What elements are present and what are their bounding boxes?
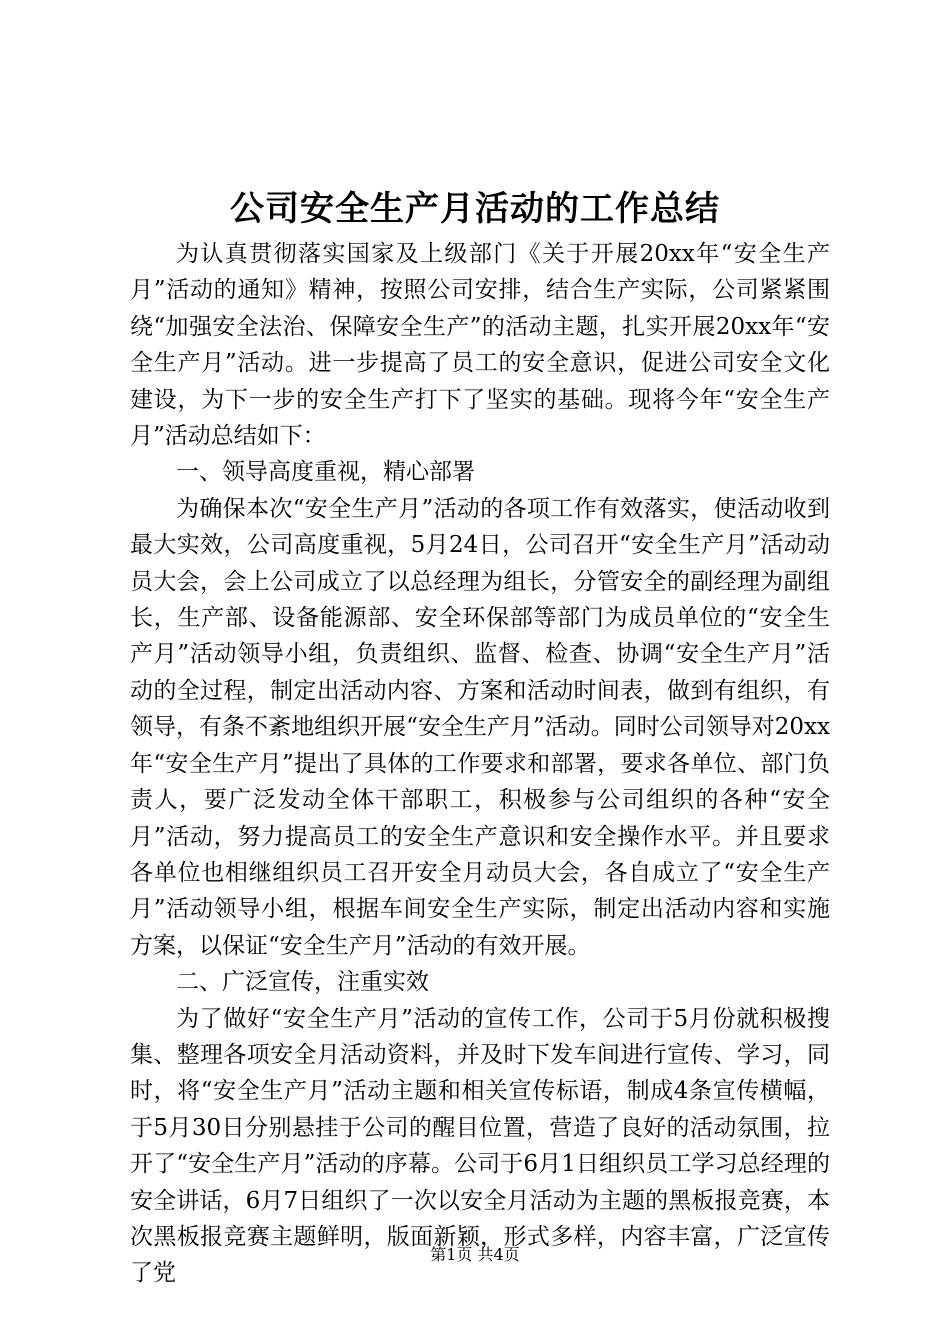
section-1-paragraph: 为确保本次“安全生产月”活动的各项工作有效落实，使活动收到最大实效，公司高度重视，5月24日，公司召开“安全生产月”活动动员大会，会上公司成立了以总经理为组长，分管安全的副经理为副组长，生产部、设备能源部、安全环保部等部门为成员单位的“安全生产月”活动领导小组，负责组织、监督、检查、协调“安全生产月”活动的全过程，制定出活动内容、方案和活动时间表，做到有组织，有领导，有条不紊地组织开展“安全生产月”活动。同时公司领导对20xx年“安全生产月”提出了具体的工作要求和部署，要求各单位、部门负责人，要广泛发动全体干部职工，积极参与公司组织的各种“安全月”活动，努力提高员工的安全生产意识和安全操作水平。并且要求各单位也相继组织员工召开安全月动员大会，各自成立了“安全生产月”活动领导小组，根据车间安全生产实际，制定出活动内容和实施方案，以保证“安全生产月”活动的有效开展。 bbox=[130, 495, 830, 959]
section-heading-2: 二、广泛宣传，注重实效 bbox=[176, 969, 429, 996]
section-heading-1: 一、领导高度重视，精心部署 bbox=[176, 459, 475, 486]
intro-paragraph: 为认真贯彻落实国家及上级部门《关于开展20xx年“安全生产月”活动的通知》精神，按照公司安排，结合生产实际，公司紧紧围绕“加强安全法治、保障安全生产”的活动主题，扎实开展20xx年“安全生产月”活动。进一步提高了员工的安全意识，促进公司安全文化建设，为下一步的安全生产打下了坚实的基础。现将今年“安全生产月”活动总结如下： bbox=[130, 241, 830, 450]
page-number-footer: 第1页 共4页 bbox=[430, 1245, 520, 1264]
section-2-paragraph: 为了做好“安全生产月”活动的宣传工作，公司于5月份就积极搜集、整理各项安全月活动资料，并及时下发车间进行宣传、学习，同时，将“安全生产月”活动主题和相关宣传标语，制成4条宣传横幅，于5月30日分别悬挂于公司的醒目位置，营造了良好的活动氛围，拉开了“安全生产月”活动的序幕。公司于6月1日组织员工学习总经理的安全讲话，6月7日组织了一次以安全月活动为主题的黑板报竞赛，本次黑板报竞赛主题鲜明，版面新颖，形式多样，内容丰富，广泛宣传了党 bbox=[130, 1005, 830, 1287]
document-body bbox=[130, 236, 830, 1292]
document-title: 公司安全生产月活动的工作总结 bbox=[230, 189, 720, 229]
